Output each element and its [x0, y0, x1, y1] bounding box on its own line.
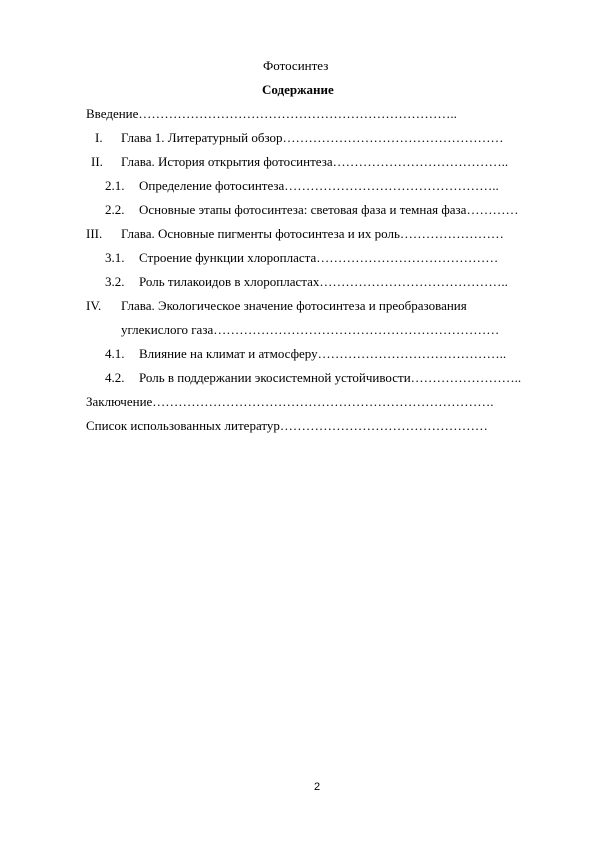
toc-entry-section-2-1: Определение фотосинтеза…………………………………………..	[139, 178, 499, 193]
toc-heading: Содержание	[262, 82, 334, 97]
document-title: Фотосинтез	[263, 58, 329, 73]
toc-entry-chapter-2: Глава. История открытия фотосинтеза…………………………………..	[121, 154, 509, 169]
toc-number: IV.	[86, 298, 102, 313]
toc-entry-section-4-2: Роль в поддержании экосистемной устойчивости……………………..	[139, 370, 522, 385]
toc-entry-intro: Введение………………………………………………………………..	[86, 106, 457, 121]
toc-number: 3.2.	[105, 274, 125, 289]
toc-entry-chapter-4-line-1: Глава. Экологическое значение фотосинтеза и преобразования	[121, 298, 467, 313]
toc-number: I.	[95, 130, 103, 145]
toc-number: 2.1.	[105, 178, 125, 193]
toc-entry-chapter-3: Глава. Основные пигменты фотосинтеза и их роль……………………	[121, 226, 504, 241]
toc-number: III.	[86, 226, 103, 241]
page-number: 2	[314, 781, 321, 793]
toc-entry-section-2-2: Основные этапы фотосинтеза: световая фаза и темная фаза…………	[139, 202, 519, 217]
toc-entry-section-4-1: Влияние на климат и атмосферу……………………………………..	[139, 346, 507, 361]
toc-entry-chapter-4-line-2: углекислого газа…………………………………………………………	[121, 322, 500, 337]
toc-number: 2.2.	[105, 202, 125, 217]
toc-entry-conclusion: Заключение…………………………………………………………………….	[86, 394, 494, 409]
toc-entry-section-3-1: Строение функции хлоропласта……………………………………	[139, 250, 499, 265]
toc-number: 3.1.	[105, 250, 125, 265]
toc-entry-references: Список использованных литератур…………………………………………	[86, 418, 488, 433]
toc-entry-section-3-2: Роль тилакоидов в хлоропластах……………………………………..	[139, 274, 508, 289]
toc-number: II.	[91, 154, 103, 169]
toc-number: 4.1.	[105, 346, 125, 361]
toc-number: 4.2.	[105, 370, 125, 385]
toc-entry-chapter-1: Глава 1. Литературный обзор……………………………………………	[121, 130, 504, 145]
